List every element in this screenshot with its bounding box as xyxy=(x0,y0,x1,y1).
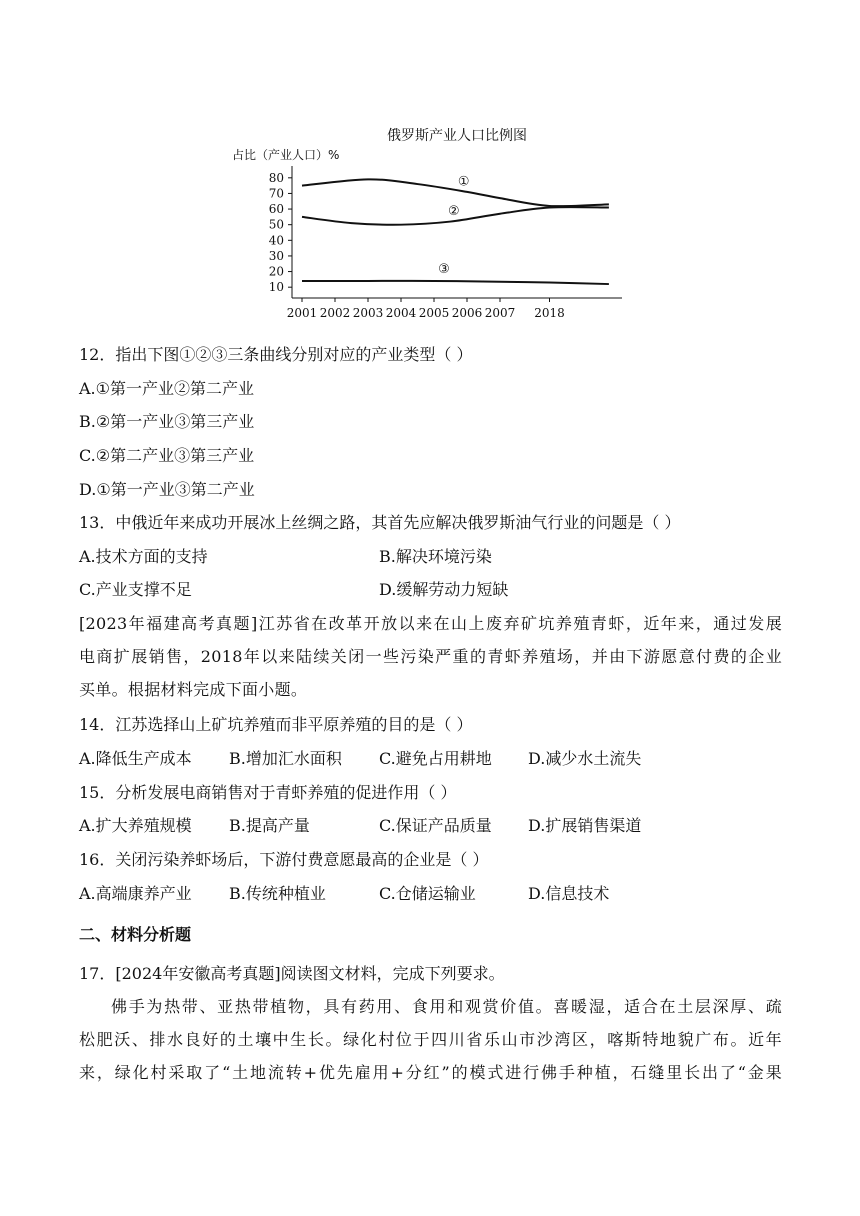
y-tick-label: 50 xyxy=(268,217,284,232)
chart-series-group xyxy=(302,174,609,284)
chart-y-axis-label: 占比（产业人口）% xyxy=(232,148,340,162)
question-13-stem: 13．中俄近年来成功开展冰上丝绸之路，其首先应解决俄罗斯油气行业的问题是（ ） xyxy=(79,513,681,532)
question-14-option-b[interactable]: B.增加汇水面积 xyxy=(229,749,342,768)
section-heading: 二、材料分析题 xyxy=(79,925,192,944)
series-label-2: ② xyxy=(447,204,460,220)
passage-line: 来，绿化村采取了“土地流转+优先雇用+分红”的模式进行佛手种植，石缝里长出了“金果 xyxy=(79,1063,782,1082)
y-tick-label: 60 xyxy=(268,202,284,217)
x-tick-label: 2003 xyxy=(352,306,384,320)
series-line-3 xyxy=(302,281,609,284)
question-17-stem: 17．[2024年安徽高考真题]阅读图文材料，完成下列要求。 xyxy=(79,964,505,983)
question-15-option-a[interactable]: A.扩大养殖规模 xyxy=(79,816,192,835)
material-passage-1 xyxy=(79,607,782,706)
question-16-stem: 16．关闭污染养虾场后，下游付费意愿最高的企业是（ ） xyxy=(79,850,489,869)
question-16-option-c[interactable]: C.仓储运输业 xyxy=(379,884,476,903)
y-tick-label: 80 xyxy=(268,170,284,185)
y-tick-label: 20 xyxy=(268,264,284,279)
question-15-option-b[interactable]: B.提高产量 xyxy=(229,816,310,835)
x-tick-label: 2004 xyxy=(385,306,417,320)
passage-line: 佛手为热带、亚热带植物，具有药用、食用和观赏价值。喜暖湿，适合在土层深厚、疏 xyxy=(111,997,782,1016)
x-tick-label: 2018 xyxy=(534,306,565,320)
question-12-option-a[interactable]: A.①第一产业②第二产业 xyxy=(79,379,254,398)
question-14-stem: 14．江苏选择山上矿坑养殖而非平原养殖的目的是（ ） xyxy=(79,715,473,734)
chart-svg xyxy=(220,120,640,330)
question-16-option-d[interactable]: D.信息技术 xyxy=(528,884,610,903)
question-12-stem: 12．指出下图①②③三条曲线分别对应的产业类型（ ） xyxy=(79,345,473,364)
question-17-passage xyxy=(79,990,782,1089)
y-tick-label: 30 xyxy=(268,248,284,263)
question-14-option-a[interactable]: A.降低生产成本 xyxy=(79,749,192,768)
x-tick-label: 2001 xyxy=(286,306,318,320)
question-15-option-d[interactable]: D.扩展销售渠道 xyxy=(528,816,642,835)
question-12-option-b[interactable]: B.②第一产业③第三产业 xyxy=(79,412,255,431)
y-tick-label: 40 xyxy=(268,233,284,248)
question-14-option-c[interactable]: C.避免占用耕地 xyxy=(379,749,492,768)
material-1-line: [2023年福建高考真题]江苏省在改革开放以来在山上废弃矿坑养殖青虾，近年来，通过发展 xyxy=(79,614,782,633)
y-tick-label: 70 xyxy=(268,186,284,201)
x-tick-label: 2007 xyxy=(484,306,516,320)
population-ratio-chart xyxy=(220,120,640,330)
question-14-option-d[interactable]: D.减少水土流失 xyxy=(528,749,642,768)
question-16-option-b[interactable]: B.传统种植业 xyxy=(229,884,326,903)
question-13-option-a[interactable]: A.技术方面的支持 xyxy=(79,547,208,566)
question-13-option-c[interactable]: C.产业支撑不足 xyxy=(79,580,192,599)
series-label-1: ① xyxy=(457,174,470,190)
y-tick-label: 10 xyxy=(268,280,284,295)
series-line-1 xyxy=(302,179,609,206)
chart-title: 俄罗斯产业人口比例图 xyxy=(387,128,527,144)
question-12-option-c[interactable]: C.②第二产业③第三产业 xyxy=(79,446,255,465)
series-label-3: ③ xyxy=(438,262,450,278)
x-tick-label: 2006 xyxy=(451,306,483,320)
x-tick-label: 2002 xyxy=(319,306,351,320)
question-15-option-c[interactable]: C.保证产品质量 xyxy=(379,816,492,835)
question-13-option-b[interactable]: B.解决环境污染 xyxy=(379,547,492,566)
question-16-option-a[interactable]: A.高端康养产业 xyxy=(79,884,192,903)
passage-line: 松肥沃、排水良好的土壤中生长。绿化村位于四川省乐山市沙湾区，喀斯特地貌广布。近年 xyxy=(79,1030,782,1049)
question-12-option-d[interactable]: D.①第一产业③第二产业 xyxy=(79,480,255,499)
x-tick-label: 2005 xyxy=(418,306,450,320)
question-15-stem: 15．分析发展电商销售对于青虾养殖的促进作用（ ） xyxy=(79,783,457,802)
question-13-option-d[interactable]: D.缓解劳动力短缺 xyxy=(379,580,509,599)
material-1-line: 买单。根据材料完成下面小题。 xyxy=(79,680,308,699)
material-1-line: 电商扩展销售，2018年以来陆续关闭一些污染严重的青虾养殖场，并由下游愿意付费的企业 xyxy=(79,647,782,666)
